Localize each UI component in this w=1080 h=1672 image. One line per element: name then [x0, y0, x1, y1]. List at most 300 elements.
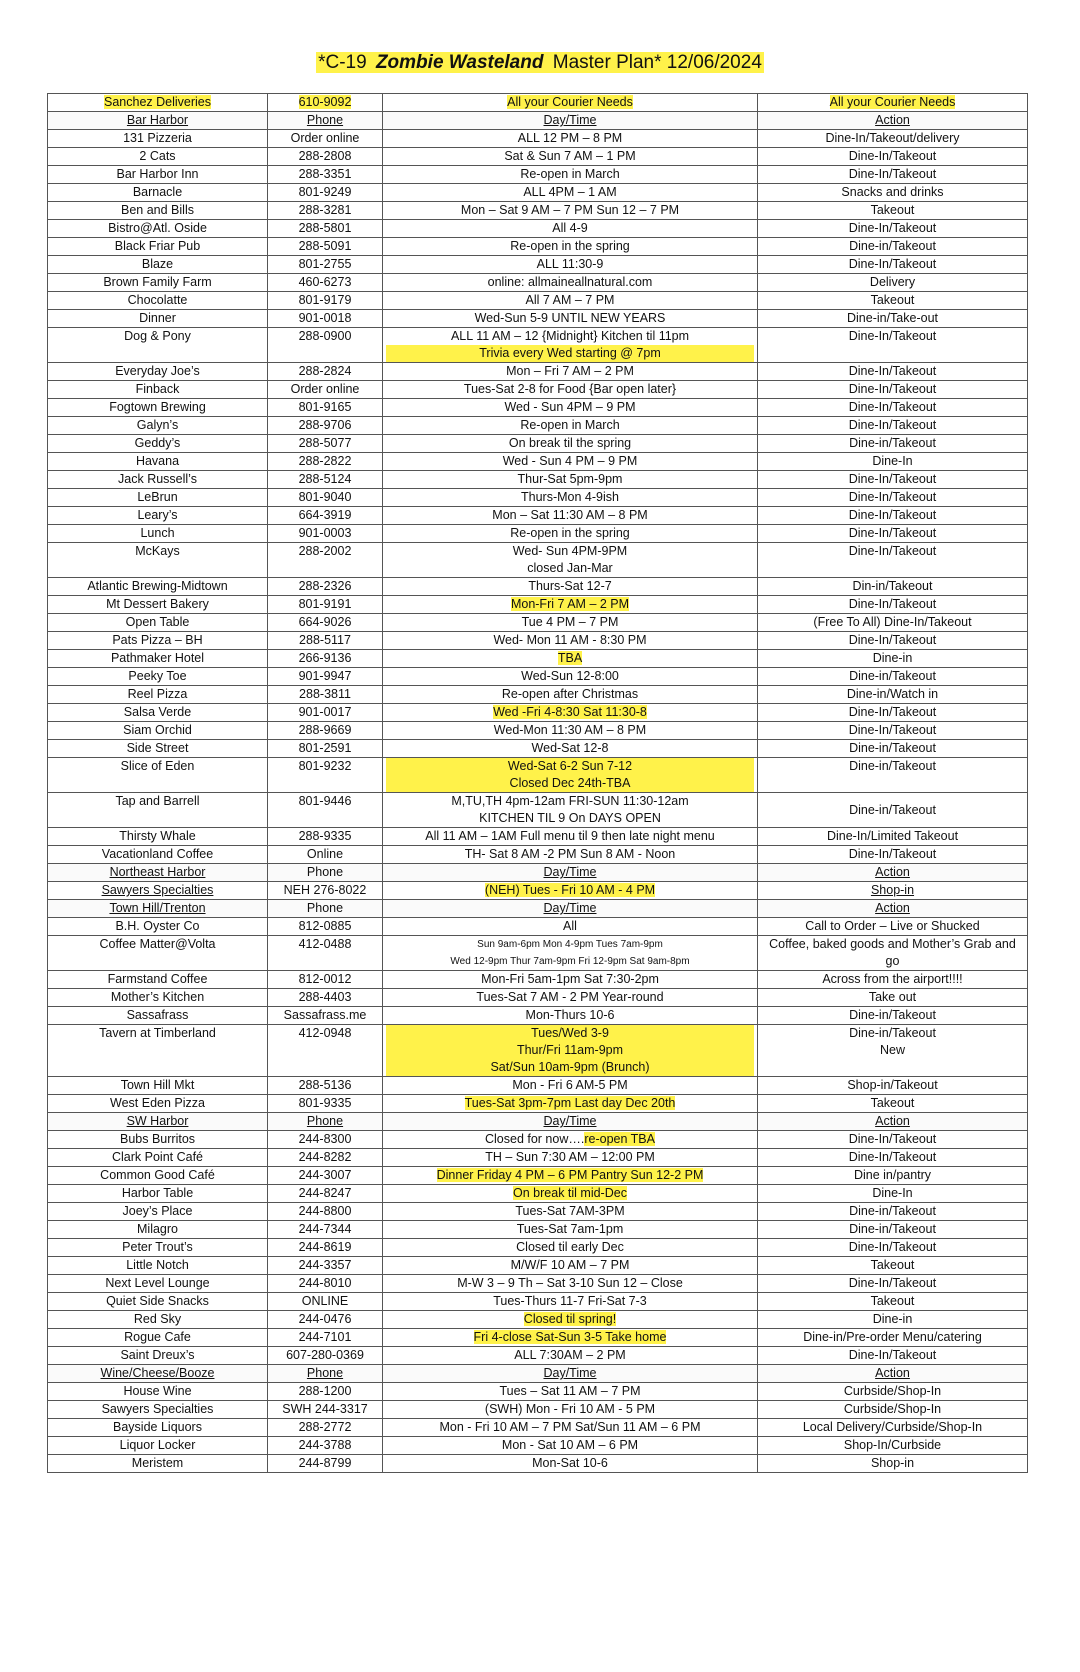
table-row	[48, 828, 1028, 846]
name-text: 131 Pizzeria	[123, 131, 192, 145]
phone-text: 266-9136	[298, 651, 352, 665]
name-cell	[48, 596, 268, 614]
phone-cell	[268, 989, 383, 1007]
hours-cell	[383, 184, 758, 202]
table-row	[48, 1167, 1028, 1185]
name-text: Sawyers Specialties	[101, 1402, 214, 1416]
table-row	[48, 435, 1028, 453]
hours-text: Mon – Fri 7 AM – 2 PM	[506, 364, 634, 378]
hours-cell	[383, 793, 758, 828]
name-cell	[48, 1311, 268, 1329]
phone-cell	[268, 274, 383, 292]
phone-cell	[268, 614, 383, 632]
phone-text: NEH 276-8022	[283, 883, 367, 897]
phone-text: 412-0488	[298, 937, 352, 951]
hours-cell	[383, 292, 758, 310]
name-text: Sawyers Specialties	[101, 883, 214, 897]
phone-text: 801-9179	[298, 293, 352, 307]
phone-cell	[268, 1239, 383, 1257]
action-text: Dine-In/Takeout	[848, 1348, 937, 1362]
action-cell	[758, 578, 1028, 596]
action-text: Dine-in/Watch in	[846, 687, 939, 701]
phone-text: Order online	[290, 131, 360, 145]
action-text: Dine-In/Takeout	[848, 544, 937, 558]
action-text: Dine-in/Takeout	[849, 669, 936, 683]
name-cell	[48, 471, 268, 489]
name-text: Bar Harbor Inn	[116, 167, 199, 181]
action-cell	[758, 900, 1028, 918]
name-text: Fogtown Brewing	[109, 400, 206, 414]
phone-cell	[268, 130, 383, 148]
name-cell	[48, 310, 268, 328]
phone-text: 288-2824	[298, 364, 352, 378]
hours-text: All 4-9	[552, 221, 588, 235]
name-cell	[48, 900, 268, 918]
phone-cell	[268, 704, 383, 722]
hours-text: ALL 11:30-9	[536, 257, 604, 271]
name-cell	[48, 292, 268, 310]
table-row	[48, 1095, 1028, 1113]
hours-text: Thur-Sat 5pm-9pm	[517, 472, 623, 486]
name-text: Side Street	[126, 741, 189, 755]
phone-cell	[268, 971, 383, 989]
hours-cell	[383, 1149, 758, 1167]
name-text: 2 Cats	[139, 149, 176, 163]
action-cell	[758, 1131, 1028, 1149]
action-text: Curbside/Shop-In	[843, 1384, 942, 1398]
hours-cell	[383, 238, 758, 256]
name-cell	[48, 1455, 268, 1473]
hours-line: Tues/Wed 3-9	[386, 1025, 754, 1042]
hours-text: On break til the spring	[508, 436, 632, 450]
name-cell	[48, 1383, 268, 1401]
phone-text: 801-9165	[298, 400, 352, 414]
phone-cell	[268, 363, 383, 381]
action-line: New	[879, 1043, 905, 1057]
action-text: Takeout	[870, 1294, 915, 1308]
hours-text: (SWH) Mon - Fri 10 AM - 5 PM	[484, 1402, 656, 1416]
table-row	[48, 596, 1028, 614]
phone-cell	[268, 936, 383, 971]
name-cell	[48, 507, 268, 525]
phone-cell	[268, 918, 383, 936]
action-cell	[758, 1239, 1028, 1257]
table-row	[48, 381, 1028, 399]
hours-text: Day/Time	[543, 865, 597, 879]
hours-cell	[383, 489, 758, 507]
hours-text: Mon - Fri 6 AM-5 PM	[512, 1078, 628, 1092]
action-cell	[758, 220, 1028, 238]
action-text: Dine-In/Takeout	[848, 382, 937, 396]
hours-text: Day/Time	[543, 1366, 597, 1380]
table-row	[48, 686, 1028, 704]
name-text: Milagro	[137, 1222, 178, 1236]
action-text: Din-in/Takeout	[852, 579, 933, 593]
name-cell	[48, 453, 268, 471]
action-cell	[758, 1113, 1028, 1131]
phone-text: SWH 244-3317	[282, 1402, 368, 1416]
table-row	[48, 936, 1028, 971]
hours-cell	[383, 417, 758, 435]
table-row	[48, 256, 1028, 274]
action-text: Dine-In/Takeout	[848, 508, 937, 522]
name-text: Clark Point Café	[111, 1150, 203, 1164]
table-row	[48, 1077, 1028, 1095]
hours-cell	[383, 381, 758, 399]
phone-cell	[268, 220, 383, 238]
hours-text: TH – Sun 7:30 AM – 12:00 PM	[485, 1150, 655, 1164]
name-cell	[48, 828, 268, 846]
table-row	[48, 1239, 1028, 1257]
action-text: Dine-In	[872, 1186, 913, 1200]
action-cell	[758, 828, 1028, 846]
table-row	[48, 166, 1028, 184]
action-cell	[758, 112, 1028, 130]
phone-text: 610-9092	[298, 95, 352, 109]
phone-text: 801-9335	[298, 1096, 352, 1110]
phone-text: 288-5117	[299, 633, 351, 647]
action-text: Action	[875, 1114, 910, 1128]
name-text: Joey’s Place	[122, 1204, 193, 1218]
action-text: Dine-In/Limited Takeout	[826, 829, 959, 843]
table-row	[48, 489, 1028, 507]
name-cell	[48, 166, 268, 184]
name-text: Siam Orchid	[123, 723, 192, 737]
section-header-row	[48, 864, 1028, 882]
phone-text: 288-5124	[298, 472, 352, 486]
hours-text: Tues-Sat 7am-1pm	[516, 1222, 624, 1236]
phone-text: 244-8010	[298, 1276, 352, 1290]
hours-cell	[383, 471, 758, 489]
action-text: Dine-In/Takeout	[848, 167, 937, 181]
name-text: Northeast Harbor	[109, 865, 206, 879]
action-cell	[758, 184, 1028, 202]
hours-text: TBA	[557, 651, 583, 665]
action-text: Curbside/Shop-In	[843, 1402, 942, 1416]
table-row	[48, 471, 1028, 489]
hours-cell	[383, 399, 758, 417]
name-cell	[48, 1257, 268, 1275]
action-text: Dine-In/Takeout	[848, 705, 937, 719]
hours-cell	[383, 1131, 758, 1149]
hours-cell	[383, 1007, 758, 1025]
hours-text: Tues-Sat 2-8 for Food {Bar open later}	[463, 382, 677, 396]
phone-cell	[268, 1113, 383, 1131]
hours-cell	[383, 918, 758, 936]
name-text: McKays	[135, 544, 180, 558]
phone-cell	[268, 793, 383, 828]
action-text: Dine-In/Takeout	[848, 723, 937, 737]
table-row	[48, 1329, 1028, 1347]
table-row	[48, 1311, 1028, 1329]
name-text: Little Notch	[126, 1258, 189, 1272]
action-text: Action	[875, 113, 910, 127]
name-cell	[48, 1007, 268, 1025]
action-cell	[758, 310, 1028, 328]
section-header-row	[48, 1365, 1028, 1383]
phone-cell	[268, 1095, 383, 1113]
phone-cell	[268, 1203, 383, 1221]
hours-cell	[383, 882, 758, 900]
name-text: Pathmaker Hotel	[110, 651, 205, 665]
action-cell	[758, 650, 1028, 668]
action-text: Dine-In/Takeout	[848, 526, 937, 540]
hours-cell	[383, 363, 758, 381]
section-header-row	[48, 1113, 1028, 1131]
phone-text: Phone	[306, 901, 344, 915]
phone-text: 812-0012	[298, 972, 352, 986]
action-cell	[758, 381, 1028, 399]
action-text: Snacks and drinks	[841, 185, 944, 199]
name-text: Red Sky	[133, 1312, 182, 1326]
phone-cell	[268, 381, 383, 399]
name-cell	[48, 1221, 268, 1239]
name-cell	[48, 1365, 268, 1383]
action-cell	[758, 202, 1028, 220]
hours-text: Day/Time	[543, 113, 597, 127]
phone-cell	[268, 1383, 383, 1401]
hours-text: ALL 12 PM – 8 PM	[517, 131, 623, 145]
hours-cell	[383, 846, 758, 864]
phone-cell	[268, 399, 383, 417]
name-text: Open Table	[125, 615, 190, 629]
phone-text: 244-3007	[298, 1168, 352, 1182]
phone-cell	[268, 596, 383, 614]
name-text: Thirsty Whale	[119, 829, 196, 843]
action-cell	[758, 846, 1028, 864]
action-text: Delivery	[869, 275, 916, 289]
phone-cell	[268, 238, 383, 256]
phone-cell	[268, 1311, 383, 1329]
action-cell	[758, 704, 1028, 722]
action-cell	[758, 632, 1028, 650]
action-text: Takeout	[870, 1258, 915, 1272]
hours-cell	[383, 328, 758, 363]
name-text: Salsa Verde	[123, 705, 192, 719]
name-cell	[48, 864, 268, 882]
name-cell	[48, 936, 268, 971]
phone-cell	[268, 1329, 383, 1347]
name-text: LeBrun	[137, 490, 178, 504]
action-cell	[758, 507, 1028, 525]
phone-text: 288-1200	[298, 1384, 352, 1398]
hours-cell	[383, 1095, 758, 1113]
action-text: Shop-in/Takeout	[847, 1078, 938, 1092]
action-cell	[758, 435, 1028, 453]
name-cell	[48, 1131, 268, 1149]
hours-text: Mon-Thurs 10-6	[525, 1008, 615, 1022]
name-cell	[48, 1293, 268, 1311]
action-cell	[758, 971, 1028, 989]
phone-cell	[268, 864, 383, 882]
phone-cell	[268, 1365, 383, 1383]
name-cell	[48, 1203, 268, 1221]
hours-text: Tues-Thurs 11-7 Fri-Sat 7-3	[493, 1294, 647, 1308]
phone-cell	[268, 525, 383, 543]
table-row	[48, 274, 1028, 292]
action-cell	[758, 668, 1028, 686]
hours-cell	[383, 828, 758, 846]
hours-cell	[383, 686, 758, 704]
name-text: Mt Dessert Bakery	[106, 597, 209, 611]
table-row	[48, 507, 1028, 525]
hours-cell	[383, 632, 758, 650]
action-cell	[758, 1221, 1028, 1239]
phone-cell	[268, 112, 383, 130]
name-cell	[48, 793, 268, 828]
phone-text: 288-9706	[298, 418, 352, 432]
phone-text: 244-3788	[298, 1438, 352, 1452]
name-cell	[48, 184, 268, 202]
table-row	[48, 1185, 1028, 1203]
name-text: Bubs Burritos	[119, 1132, 196, 1146]
name-cell	[48, 971, 268, 989]
phone-cell	[268, 1275, 383, 1293]
phone-text: 412-0948	[298, 1026, 352, 1040]
hours-text: Closed for now….	[484, 1132, 585, 1146]
action-cell	[758, 1311, 1028, 1329]
phone-cell	[268, 256, 383, 274]
hours-text: Wed-Mon 11:30 AM – 8 PM	[493, 723, 647, 737]
hours-text: All 11 AM – 1AM Full menu til 9 then late night menu	[425, 829, 715, 843]
hours-text: Re-open after Christmas	[501, 687, 639, 701]
action-text: Dine-In/Takeout	[848, 490, 937, 504]
action-cell	[758, 543, 1028, 578]
hours-line: Thur/Fri 11am-9pm	[386, 1042, 754, 1059]
name-cell	[48, 130, 268, 148]
hours-text: Re-open in March	[520, 167, 620, 181]
hours-cell	[383, 1311, 758, 1329]
name-cell	[48, 722, 268, 740]
hours-cell	[383, 1293, 758, 1311]
name-cell	[48, 381, 268, 399]
action-cell	[758, 882, 1028, 900]
phone-text: 288-5801	[298, 221, 352, 235]
action-text: Action	[875, 865, 910, 879]
name-cell	[48, 578, 268, 596]
hours-text: Re-open in the spring	[510, 239, 630, 253]
phone-text: 244-7344	[298, 1222, 352, 1236]
table-row	[48, 632, 1028, 650]
name-text: Ben and Bills	[121, 203, 194, 217]
phone-text: 244-7101	[298, 1330, 352, 1344]
table-row	[48, 1007, 1028, 1025]
phone-text: 801-2755	[298, 257, 352, 271]
phone-cell	[268, 1293, 383, 1311]
phone-cell	[268, 1007, 383, 1025]
phone-text: 244-8300	[298, 1132, 352, 1146]
hours-cell	[383, 525, 758, 543]
hours-cell	[383, 936, 758, 971]
hours-text: Tues-Sat 3pm-7pm Last day Dec 20th	[464, 1096, 676, 1110]
phone-text: 901-0017	[298, 705, 352, 719]
name-text: Coffee Matter@Volta	[99, 937, 216, 951]
name-text: Geddy’s	[134, 436, 181, 450]
table-row	[48, 650, 1028, 668]
action-cell	[758, 1149, 1028, 1167]
phone-cell	[268, 310, 383, 328]
action-text: Dine-In/Takeout	[848, 847, 937, 861]
hours-text: Re-open in the spring	[510, 526, 630, 540]
phone-cell	[268, 507, 383, 525]
table-row	[48, 758, 1028, 793]
phone-text: 288-9335	[298, 829, 352, 843]
phone-text: 244-8282	[298, 1150, 352, 1164]
listings-table	[47, 93, 1028, 1473]
action-text: Dine-in/Takeout	[849, 802, 936, 817]
hours-cell	[383, 1221, 758, 1239]
name-cell	[48, 1239, 268, 1257]
hours-cell	[383, 722, 758, 740]
hours-text: All 7 AM – 7 PM	[525, 293, 615, 307]
phone-cell	[268, 471, 383, 489]
action-cell	[758, 758, 1028, 793]
hours-text: Wed-Sun 12-8:00	[521, 669, 619, 683]
hours-line: M,TU,TH 4pm-12am FRI-SUN 11:30-12am	[451, 794, 689, 808]
name-text: Peeky Toe	[128, 669, 187, 683]
name-text: Everyday Joe’s	[115, 364, 200, 378]
phone-cell	[268, 686, 383, 704]
name-cell	[48, 1025, 268, 1077]
action-cell	[758, 1329, 1028, 1347]
action-text: Dine-In/Takeout	[848, 633, 937, 647]
action-text: Dine-In/Takeout/delivery	[825, 131, 960, 145]
name-text: House Wine	[123, 1384, 192, 1398]
hours-text: Tues-Sat 7 AM - 2 PM Year-round	[476, 990, 664, 1004]
action-cell	[758, 1077, 1028, 1095]
action-cell	[758, 1365, 1028, 1383]
phone-cell	[268, 668, 383, 686]
name-cell	[48, 1275, 268, 1293]
table-row	[48, 1149, 1028, 1167]
phone-text: 901-0003	[298, 526, 352, 540]
action-text: Shop-In/Curbside	[843, 1438, 942, 1452]
hours-cell	[383, 740, 758, 758]
action-cell	[758, 1455, 1028, 1473]
hours-text: Fri 4-close Sat-Sun 3-5 Take home	[473, 1330, 667, 1344]
phone-text: Order online	[290, 382, 360, 396]
name-cell	[48, 1095, 268, 1113]
hours-text: Closed til early Dec	[516, 1240, 624, 1254]
action-text: Dine-In/Takeout	[848, 400, 937, 414]
title-suffix: Master Plan* 12/06/2024	[547, 52, 762, 73]
action-text: Dine-In/Takeout	[848, 221, 937, 235]
name-cell	[48, 846, 268, 864]
name-cell	[48, 1167, 268, 1185]
name-text: Next Level Lounge	[105, 1276, 210, 1290]
action-cell	[758, 1203, 1028, 1221]
action-cell	[758, 363, 1028, 381]
name-cell	[48, 989, 268, 1007]
action-text: Shop-in	[870, 883, 915, 897]
action-cell	[758, 1275, 1028, 1293]
action-cell	[758, 1095, 1028, 1113]
name-cell	[48, 1077, 268, 1095]
hours-cell	[383, 112, 758, 130]
name-cell	[48, 1347, 268, 1365]
name-cell	[48, 525, 268, 543]
name-text: B.H. Oyster Co	[115, 919, 200, 933]
action-text: Dine-In/Takeout	[848, 364, 937, 378]
hours-cell	[383, 1401, 758, 1419]
action-cell	[758, 1257, 1028, 1275]
name-text: Farmstand Coffee	[107, 972, 208, 986]
table-row	[48, 1401, 1028, 1419]
phone-text: 901-0018	[298, 311, 352, 325]
action-cell	[758, 1347, 1028, 1365]
action-text: Dine-in/Takeout	[849, 1222, 936, 1236]
table-row	[48, 740, 1028, 758]
